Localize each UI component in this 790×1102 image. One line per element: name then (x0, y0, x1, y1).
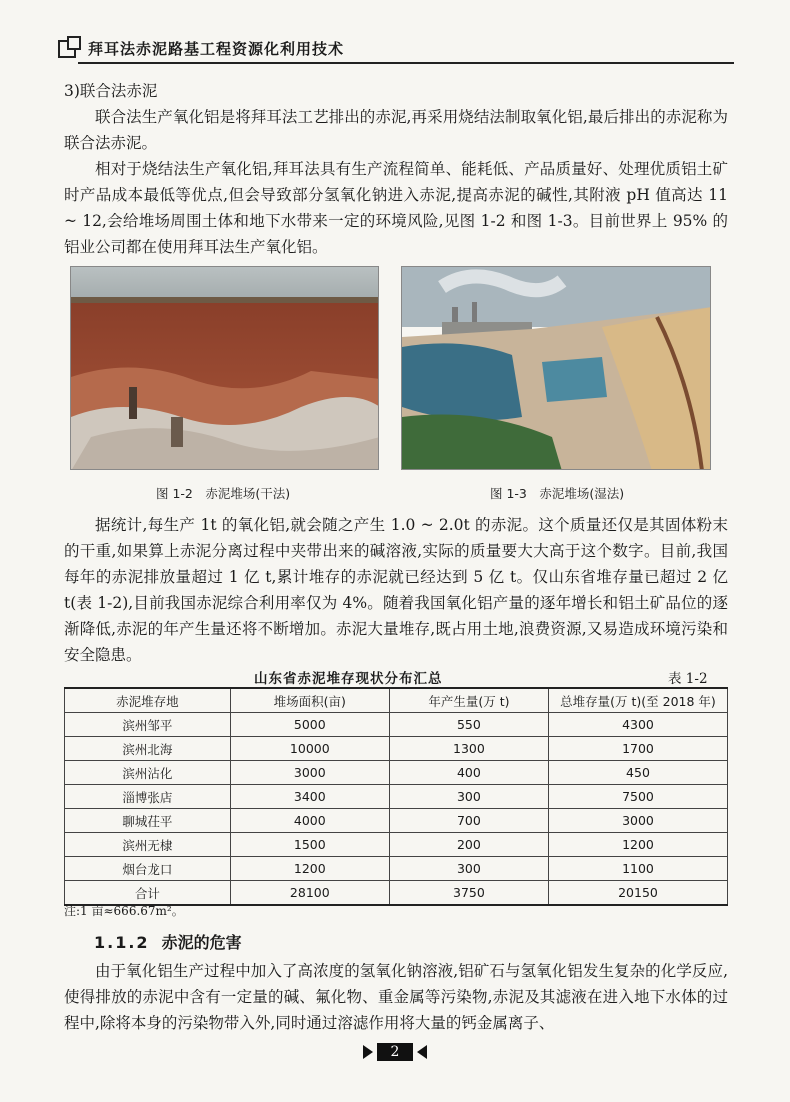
paragraph-2: 相对于烧结法生产氧化铝,拜耳法具有生产流程简单、能耗低、产品质量好、处理优质铝土矿时产品成本最低等优点,但会导致部分氢氧化钠进入赤泥,提高赤泥的碱性,其附液 pH 值高达 11 ~ 12,会给堆场周围土体和地下水带来一定的环境风险,见图 1-2 和图 1-3。目前世界上 95% 的铝业公司都在使用拜耳法生产氧化铝。 (64, 160, 728, 256)
stockpile-table (64, 687, 728, 906)
table-cell: 1700 (548, 737, 727, 761)
table-cell: 1500 (230, 833, 389, 857)
section-title: 赤泥的危害 (161, 933, 242, 952)
arrow-right-icon (363, 1045, 373, 1059)
table-cell: 1200 (230, 857, 389, 881)
table-cell: 7500 (548, 785, 727, 809)
table-cell: 400 (389, 761, 548, 785)
figure-1-2-photo (70, 266, 379, 470)
figure-1-3-caption: 图 1-3 赤泥堆场(湿法) (490, 486, 625, 501)
table-header-cell: 赤泥堆存地 (65, 688, 231, 713)
table-header-row (65, 688, 728, 713)
table-cell: 聊城茌平 (65, 809, 231, 833)
subsection-heading: 3)联合法赤泥 (64, 82, 158, 100)
table-cell: 3400 (230, 785, 389, 809)
table-cell: 合计 (65, 881, 231, 906)
table-cell: 5000 (230, 713, 389, 737)
table-cell: 28100 (230, 881, 389, 906)
paragraph-1: 联合法生产氧化铝是将拜耳法工艺排出的赤泥,再采用烧结法制取氧化铝,最后排出的赤泥称为联合法赤泥。 (64, 108, 728, 152)
paragraph-4: 由于氧化铝生产过程中加入了高浓度的氢氧化钠溶液,铝矿石与氢氧化铝发生复杂的化学反应,使得排放的赤泥中含有一定量的碱、氟化物、重金属等污染物,赤泥及其滤液在进入地下水体的过程中,除将本身的污染物带入外,同时通过溶滤作用将大量的钙金属离子、 (64, 962, 728, 1032)
table-cell: 4300 (548, 713, 727, 737)
page-number: 2 (377, 1043, 414, 1061)
table-cell: 4000 (230, 809, 389, 833)
table-cell: 550 (389, 713, 548, 737)
table-cell: 1200 (548, 833, 727, 857)
table-cell: 1300 (389, 737, 548, 761)
table-number: 表 1-2 (668, 671, 708, 687)
table-cell: 滨州邹平 (65, 713, 231, 737)
table-cell: 1100 (548, 857, 727, 881)
table-cell: 滨州沾化 (65, 761, 231, 785)
page-footer (0, 1041, 790, 1061)
table-cell: 烟台龙口 (65, 857, 231, 881)
table-title: 山东省赤泥堆存现状分布汇总 (254, 671, 443, 687)
table-cell: 20150 (548, 881, 727, 906)
running-header (58, 30, 734, 64)
figure-1-2-caption: 图 1-2 赤泥堆场(干法) (156, 486, 291, 501)
table-row (65, 713, 728, 737)
section-heading (94, 930, 242, 953)
table-cell: 淄博张店 (65, 785, 231, 809)
paragraph-3: 据统计,每生产 1t 的氧化铝,就会随之产生 1.0 ~ 2.0t 的赤泥。这个质量还仅是其固体粉末的干重,如果算上赤泥分离过程中夹带出来的碱溶液,实际的质量要大大高于这个数字。目前,我国每年的赤泥排放量超过 1 亿 t,累计堆存的赤泥就已经达到 5 亿 t。仅山东省堆存量已超过 2 亿 t(表 1-2),目前我国赤泥综合利用率仅为 4%。随着我国氧化铝产量的逐年增长和铝土矿品位的逐渐降低,赤泥的年产生量还将不断增加。赤泥大量堆存,既占用土地,浪费资源,又易造成环境污染和安全隐患。 (64, 516, 728, 664)
table-row (65, 857, 728, 881)
table-cell: 200 (389, 833, 548, 857)
table-cell: 10000 (230, 737, 389, 761)
table-row (65, 809, 728, 833)
table-header-cell: 总堆存量(万 t)(至 2018 年) (548, 688, 727, 713)
table-row (65, 761, 728, 785)
table-note: 注:1 亩≈666.67m²。 (64, 904, 184, 918)
section-number: 1.1.2 (94, 933, 150, 952)
table-cell: 3000 (230, 761, 389, 785)
table-cell: 滨州北海 (65, 737, 231, 761)
table-row (65, 833, 728, 857)
table-header-cell: 年产生量(万 t) (389, 688, 548, 713)
table-cell: 300 (389, 785, 548, 809)
header-square-icon (58, 40, 76, 58)
table-cell: 450 (548, 761, 727, 785)
table-cell: 滨州无棣 (65, 833, 231, 857)
book-title: 拜耳法赤泥路基工程资源化利用技术 (88, 40, 345, 58)
table-cell: 300 (389, 857, 548, 881)
arrow-left-icon (417, 1045, 427, 1059)
table-row (65, 785, 728, 809)
table-cell: 700 (389, 809, 548, 833)
figure-1-3-photo (401, 266, 711, 470)
table-row (65, 737, 728, 761)
header-rule (78, 62, 734, 64)
table-header-cell: 堆场面积(亩) (230, 688, 389, 713)
table-cell: 3750 (389, 881, 548, 906)
table-cell: 3000 (548, 809, 727, 833)
